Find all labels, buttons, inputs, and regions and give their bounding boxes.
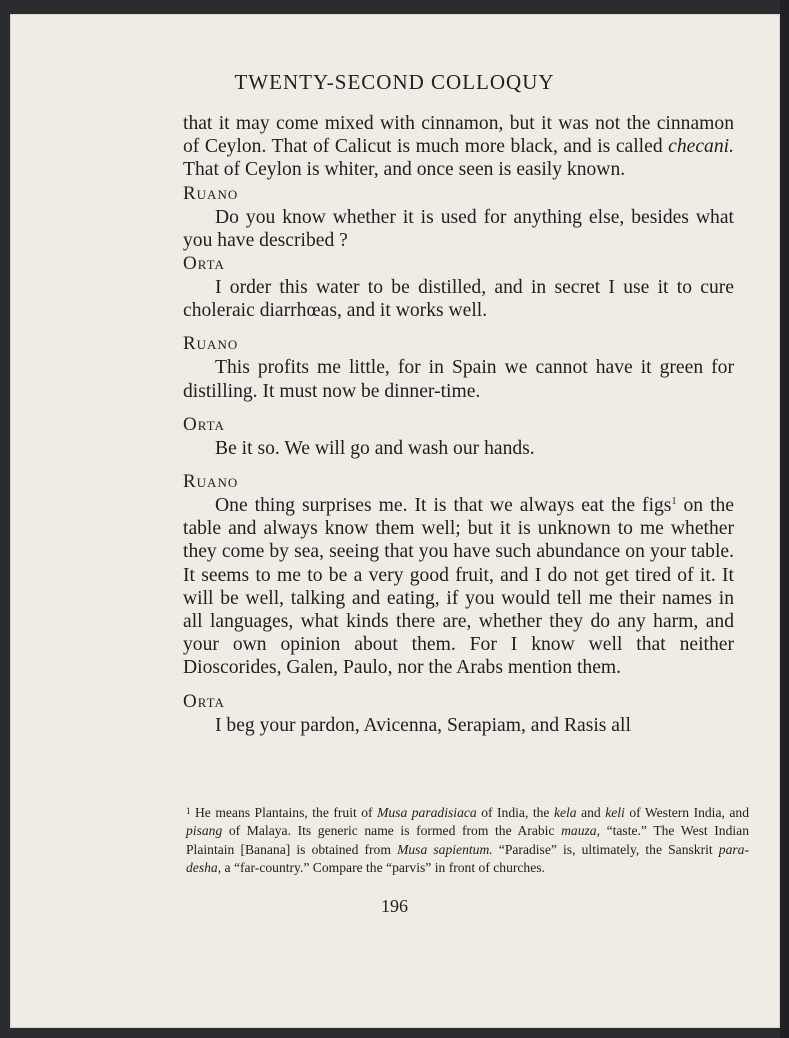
italic-term: keli: [605, 805, 625, 820]
footnote-reference[interactable]: 1: [671, 496, 677, 508]
speaker-orta: Orta: [183, 690, 225, 712]
running-head: TWENTY-SECOND COLLOQUY: [234, 70, 555, 94]
speaker-ruano: Ruano: [183, 182, 239, 204]
italic-term: Musa paradisiaca: [377, 805, 477, 820]
paragraph-text: That of Ceylon is whiter, and once seen is easily known.: [183, 159, 626, 181]
footnote: [186, 804, 749, 878]
page-number: 196: [381, 896, 408, 916]
speaker-ruano: Ruano: [183, 333, 239, 355]
italic-term: checani.: [668, 136, 734, 158]
footnote-text: of Malaya. Its generic name is formed from the Arabic: [222, 823, 562, 839]
footnote-text: “Paradise” is, ultimately, the Sanskrit: [492, 841, 719, 857]
book-spine-edge: [780, 0, 789, 1038]
paragraph: Be it so. We will go and wash our hands.: [215, 437, 535, 459]
paragraph: I beg your pardon, Avicenna, Serapiam, and Rasis all: [215, 714, 631, 736]
speaker-orta: Orta: [183, 413, 225, 435]
footnote-text: of Western India, and: [624, 805, 750, 820]
italic-term: mauza,: [561, 823, 600, 839]
footnote-text: and: [576, 805, 606, 820]
paragraph: [183, 494, 734, 680]
paragraph-text: on the table and always know them well; but it is unknown to me whether they come by sea, seeing that you have such abundance on your table. It seems to me to be a very good fruit, and I do not get tired of it. It will be well, talking and eating, if you would tell me their names in all languages, what kinds there are, whether they do any harm, and your own opinion about them. For I know well that neither Dioscorides, Galen, Paulo, nor the Arabs mention them.: [183, 495, 735, 679]
paragraph-continuation: [183, 112, 734, 182]
footnote-marker: 1: [186, 806, 191, 816]
speaker-ruano: Ruano: [183, 471, 239, 493]
paragraph: Do you know whether it is used for anything else, besides what you have described ?: [183, 206, 734, 251]
paragraph: This profits me little, for in Spain we cannot have it green for distilling. It must now be dinner-time.: [183, 357, 734, 402]
italic-term: Musa sapientum.: [397, 841, 493, 857]
paragraph: I order this water to be distilled, and in secret I use it to cure choleraic diarrhœas, and it works well.: [183, 277, 734, 322]
footnote-text: a “far-country.” Compare the “parvis” in front of churches.: [221, 860, 545, 876]
footnote-text: He means Plantains, the fruit of: [190, 805, 378, 820]
footnote-text: of India, the: [476, 805, 554, 820]
italic-term: para-desha,: [186, 841, 750, 876]
page-body: [183, 112, 734, 737]
paragraph-text: One thing surprises me. It is that we always eat the figs: [215, 495, 672, 517]
speaker-orta: Orta: [183, 253, 225, 275]
italic-term: kela: [553, 805, 577, 820]
italic-term: pisang: [186, 823, 223, 839]
footnote-text: “taste.” The West Indian Plaintain [Banana] is obtained from: [186, 823, 750, 857]
paragraph-text: that it may come mixed with cinnamon, but it was not the cinnamon of Ceylon. That of Calicut is much more black, and is called: [183, 113, 734, 158]
